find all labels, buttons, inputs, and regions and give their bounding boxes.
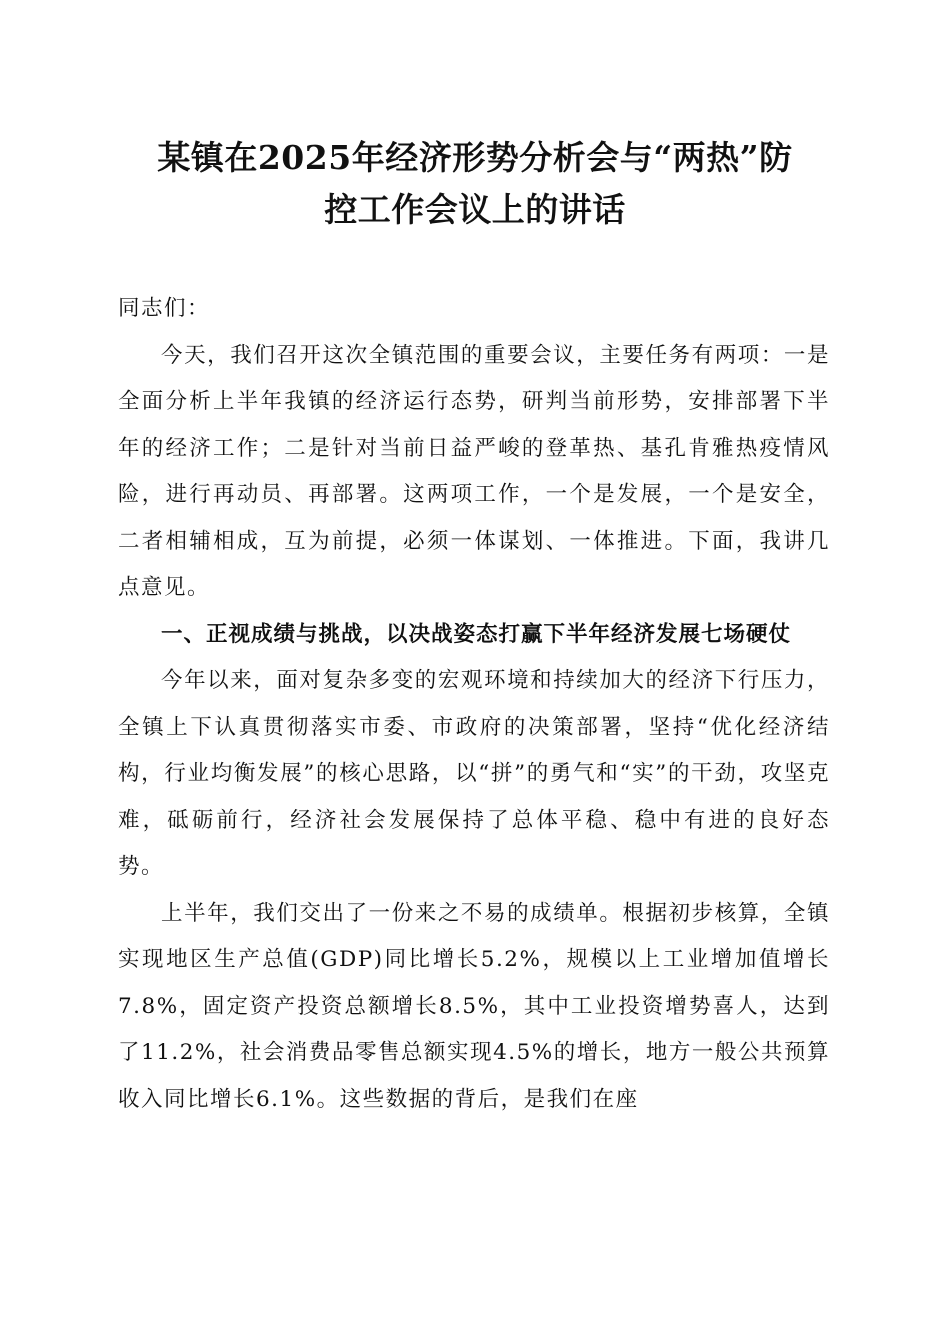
section-heading-1: 一、正视成绩与挑战，以决战姿态打赢下半年经济发展七场硬仗 bbox=[161, 621, 792, 647]
paragraph-results: 上半年，我们交出了一份来之不易的成绩单。根据初步核算，全镇实现地区生产总值(GDP)同比增长5.2%，规模以上工业增加值增长7.8%，固定资产投资总额增长8.5%，其中工业投资增势喜人，达到了11.2%，社会消费品零售总额实现4.5%的增长，地方一般公共预算收入同比增长6.1%。这些数据的背后，是我们在座 bbox=[118, 900, 830, 1112]
document-title bbox=[100, 132, 850, 236]
title-line-2: 控工作会议上的讲话 bbox=[324, 190, 626, 229]
document-body bbox=[118, 286, 830, 1123]
paragraph-intro: 今天，我们召开这次全镇范围的重要会议，主要任务有两项：一是全面分析上半年我镇的经济运行态势，研判当前形势，安排部署下半年的经济工作；二是针对当前日益严峻的登革热、基孔肯雅热疫情风险，进行再动员、再部署。这两项工作，一个是发展，一个是安全，二者相辅相成，互为前提，必须一体谋划、一体推进。下面，我讲几点意见。 bbox=[118, 342, 830, 600]
salutation: 同志们： bbox=[118, 296, 211, 321]
paragraph-overview: 今年以来，面对复杂多变的宏观环境和持续加大的经济下行压力，全镇上下认真贯彻落实市委、市政府的决策部署，坚持“优化经济结构，行业均衡发展”的核心思路，以“拼”的勇气和“实”的干劲，攻坚克难，砥砺前行，经济社会发展保持了总体平稳、稳中有进的良好态势。 bbox=[118, 668, 830, 879]
title-line-1: 某镇在2025年经济形势分析会与“两热”防 bbox=[157, 138, 793, 177]
